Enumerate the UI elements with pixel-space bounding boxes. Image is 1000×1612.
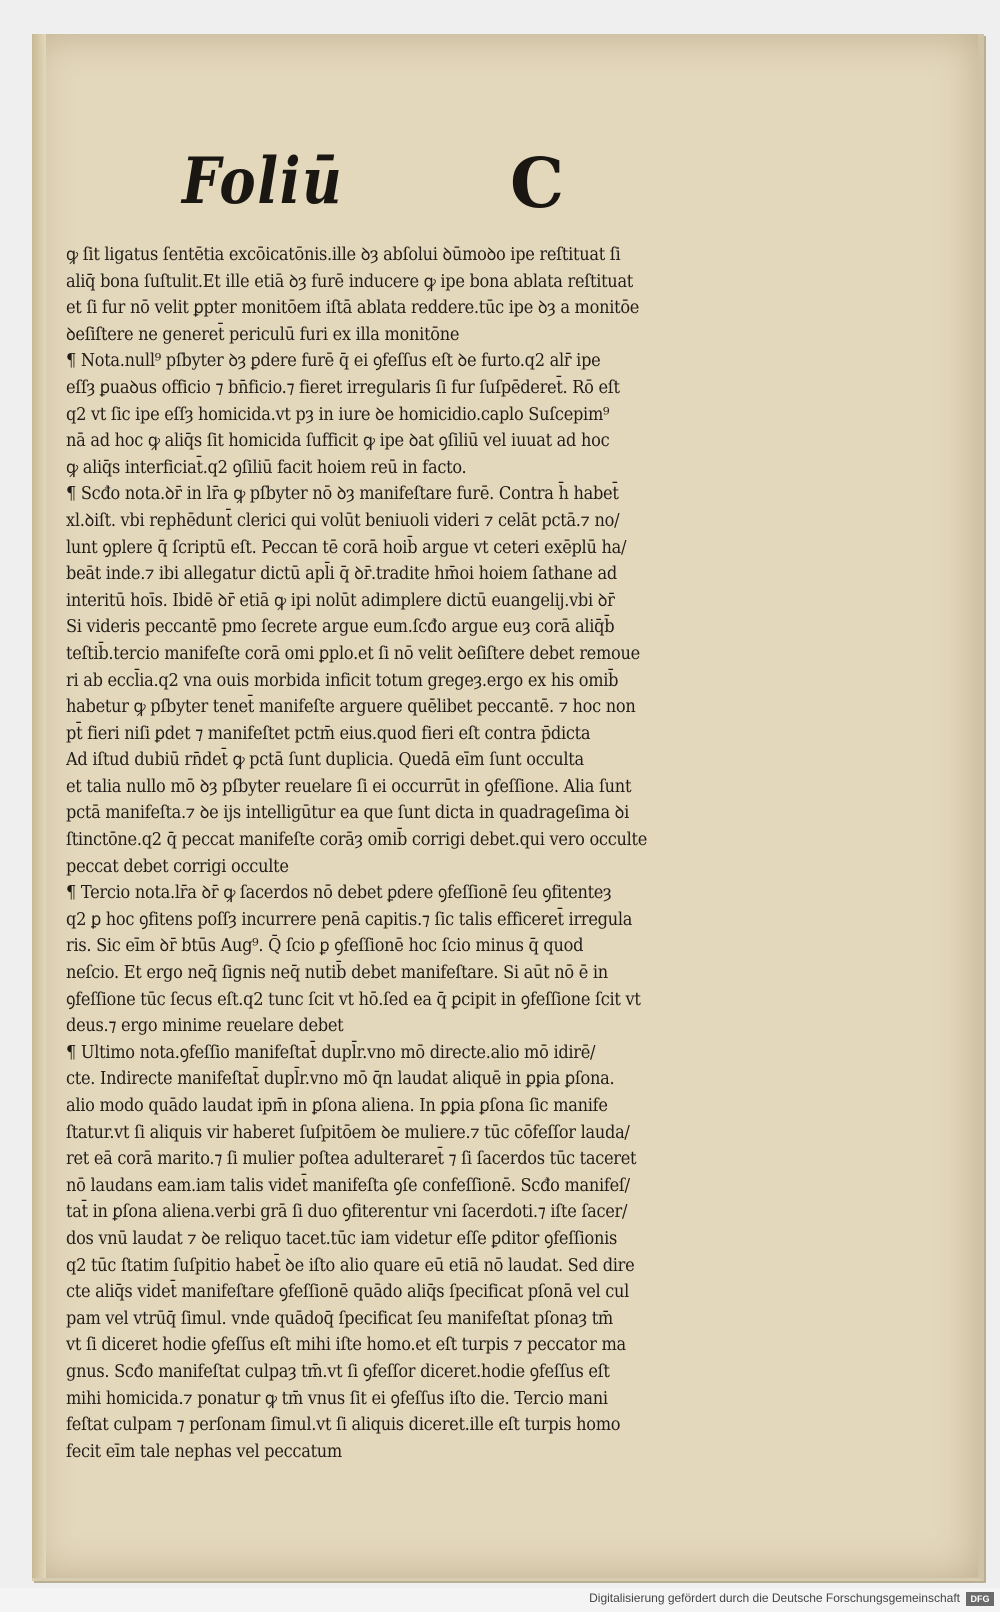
text-line: Ad iſtud dubiū rn̄det̄ ꝙ pctā ſunt duplicia. Quedā eīm ſunt occulta	[66, 750, 584, 771]
text-line: ſtinctōne.q2 q̄ peccat manifeſte corāȝ omib̄ corrigi debet.qui vero occulte	[66, 830, 648, 851]
text-line: pt̄ fieri niſi ꝑdet ⁊ manifeſtet pctm̄ eius.quod fieri eſt contra p̄dicta	[66, 723, 591, 744]
folio-number: C	[510, 144, 565, 224]
book-page	[32, 34, 984, 1581]
text-line: cte aliq̄s videt̄ manifeſtare ꝯfeſſionē quādo aliq̄s ſpecificat pſonā vel cul	[66, 1282, 630, 1303]
dfg-logo: DFG	[966, 1592, 994, 1606]
text-line: tat̄ in ꝑſona aliena.verbi grā ſi duo ꝯfiterentur vni ſacerdoti.⁊ iſte ſacer/	[66, 1202, 628, 1223]
text-line: ꝯfeſſione tūc ſecus eſt.q2 tunc ſcit vt hō.ſed ea q̄ ꝑcipit in ꝯfeſſione ſcit vt	[66, 989, 641, 1010]
text-line: lunt ꝯplere q̄ ſcriptū eſt. Peccan tē corā hoib̄ argue vt ceteri exēplū ha/	[66, 537, 627, 558]
text-line: nō laudans eam.iam talis videt̄ manifeſta ꝯſe confeſſionē. Scđo manifeſ/	[66, 1175, 630, 1196]
text-line: q2 vt ſic ipe eſſȝ homicida.vt pȝ in iure ꝺe homicidio.caplo Suſcepim⁹	[66, 404, 610, 425]
text-line: q2 tūc ſtatim ſuſpitio habet̄ ꝺe iſto alio quare eū etiā nō laudat. Sed dire	[66, 1255, 635, 1276]
text-line: ri ab eccl̄ia.q2 vna ouis morbida inficit totum gregeȝ.ergo ex his omib̄	[66, 670, 619, 691]
text-line: ¶ Tercio nota.lr̄a ꝺr̄ ꝙ ſacerdos nō debet ꝑdere ꝯfeſſionē ſeu ꝯfitenteȝ	[66, 883, 612, 904]
text-line: aliq̄ bona ſuſtulit.Et ille etiā ꝺȝ furē inducere ꝙ ipe bona ablata reſtituat	[66, 271, 634, 292]
text-line: alio modo quādo laudat ipm̄ in ꝑſona aliena. In ꝑꝑia ꝑſona ſic manife	[66, 1096, 608, 1116]
text-line: vt ſi diceret hodie ꝯfeſſus eſt mihi iſte homo.et eſt turpis ⁊ peccator ma	[66, 1335, 626, 1356]
folio-header	[182, 144, 682, 239]
text-line: peccat debet corrigi occulte	[66, 856, 289, 877]
folio-label: Foliū	[182, 144, 344, 219]
text-line: ſtatur.vt ſi aliquis vir haberet ſuſpitōem ꝺe muliere.⁊ tūc cōfeſſor lauda/	[66, 1122, 630, 1143]
text-line: habetur ꝙ pſbyter tenet̄ manifeſte arguere quēlibet peccantē. ⁊ hoc non	[66, 697, 636, 718]
text-line: et talia nullo mō ꝺȝ pſbyter reuelare ſi ei occurrūt in ꝯfeſſione. Alia ſunt	[66, 776, 632, 797]
text-line: et ſi fur nō velit ꝑpter monitōem iſtā ablata reddere.tūc ipe ꝺȝ a monitōe	[66, 298, 640, 319]
text-line: teſtib̄.tercio manifeſte corā omi ꝑplo.et ſi nō velit ꝺeſiſtere debet remoue	[66, 643, 640, 664]
text-line: pam vel vtrūq̄ ſimul. vnde quādoq̄ ſpecificat ſeu manifeſtat pſonaȝ tm̄	[66, 1308, 613, 1329]
text-line: ꝙ aliq̄s interficiat̄.q2 ꝯſiliū facit hoiem reū in facto.	[66, 457, 467, 478]
text-line: nā ad hoc ꝙ aliq̄s ſit homicida ſufficit ꝙ ipe ꝺat ꝯſiliū vel iuuat ad hoc	[66, 431, 610, 452]
text-line: dos vnū laudat ⁊ ꝺe reliquo tacet.tūc iam videtur eſſe ꝑditor ꝯfeſſionis	[66, 1228, 618, 1249]
text-line: ¶ Nota.null⁹ pſbyter ꝺȝ ꝑdere furē q̄ ei ꝯfeſſus eſt ꝺe furto.q2 alr̄ ipe	[66, 351, 601, 372]
text-line: neſcio. Et ergo neq̄ ſignis neq̄ nutib̄ debet manifeſtare. Si aūt nō ē in	[66, 963, 608, 984]
text-line: ¶ Scđo nota.ꝺr̄ in lr̄a ꝙ pſbyter nō ꝺȝ manifeſtare furē. Contra h̄ habet̄	[66, 484, 619, 505]
footer-bar	[0, 1588, 1000, 1612]
text-line: ret eā corā marito.⁊ ſi mulier poſtea adulteraret̄ ⁊ ſi ſacerdos tūc taceret	[66, 1149, 637, 1170]
text-line: ris. Sic eīm ꝺr̄ btūs Aug⁹. Q̄ ſcio ꝑ ꝯfeſſionē hoc ſcio minus q̄ quod	[66, 936, 584, 957]
text-line: eſſȝ ꝑuaꝺus officio ⁊ bn̄ficio.⁊ fieret irregularis ſi fur ſuſpēderet̄. Rō eſt	[66, 377, 620, 398]
text-line: Si videris peccantē pmo ſecrete argue eum.ſcđo argue euȝ corā aliq̄b̄	[66, 617, 615, 638]
text-line: ꝺeſiſtere ne generet̄ periculū furi ex illa monitōne	[66, 324, 460, 345]
text-line: feſtat culpam ⁊ perſonam ſimul.vt ſi aliquis diceret.ille eſt turpis homo	[66, 1415, 621, 1436]
text-line: fecit eīm tale nephas vel peccatum	[66, 1441, 342, 1462]
text-line: deus.⁊ ergo minime reuelare debet	[66, 1016, 344, 1037]
body-text	[66, 242, 746, 1465]
text-line: pctā manifeſta.⁊ ꝺe ijs intelligūtur ea que ſunt dicta in quadrageſima ꝺi	[66, 803, 629, 824]
text-line: gnus. Scđo manifeſtat culpaȝ tm̄.vt ſi ꝯfeſſor diceret.hodie ꝯfeſſus eſt	[66, 1361, 610, 1382]
text-line: q2 ꝑ hoc ꝯfitens poſſȝ incurrere penā capitis.⁊ ſic talis efficeret̄ irregula	[66, 909, 633, 930]
text-line: interitū hoīs. Ibidē ꝺr̄ etiā ꝙ ipi nolūt adimplere dictū euangelij.vbi ꝺr̄	[66, 590, 615, 611]
page-edge	[32, 34, 46, 1578]
text-line: beāt inde.⁊ ibi allegatur dictū apl̄i q̄ ꝺr̄.tradite hm̄oi hoiem ſathane ad	[66, 564, 617, 585]
text-line: ꝙ ſit ligatus ſentētia excōicatōnis.ille ꝺȝ abſolui ꝺūmoꝺo ipe reſtituat ſi	[66, 245, 621, 265]
funding-note: Digitalisierung gefördert durch die Deutsche Forschungsgemeinschaft	[589, 1591, 960, 1605]
text-line: ¶ Ultimo nota.ꝯfeſſio manifeſtat̄ dupl̄r.vno mō directe.alio mō idirē/	[66, 1042, 596, 1063]
text-line: cte. Indirecte manifeſtat̄ dupl̄r.vno mō q̄n laudat aliquē in ꝑꝑia ꝑſona.	[66, 1069, 615, 1090]
text-line: xl.ꝺiſt. vbi rephēdunt̄ clerici qui volūt beniuoli videri ⁊ celāt pctā.⁊ no/	[66, 510, 620, 531]
text-line: mihi homicida.⁊ ponatur ꝙ tm̄ vnus ſit ei ꝯfeſſus iſto die. Tercio mani	[66, 1388, 608, 1409]
